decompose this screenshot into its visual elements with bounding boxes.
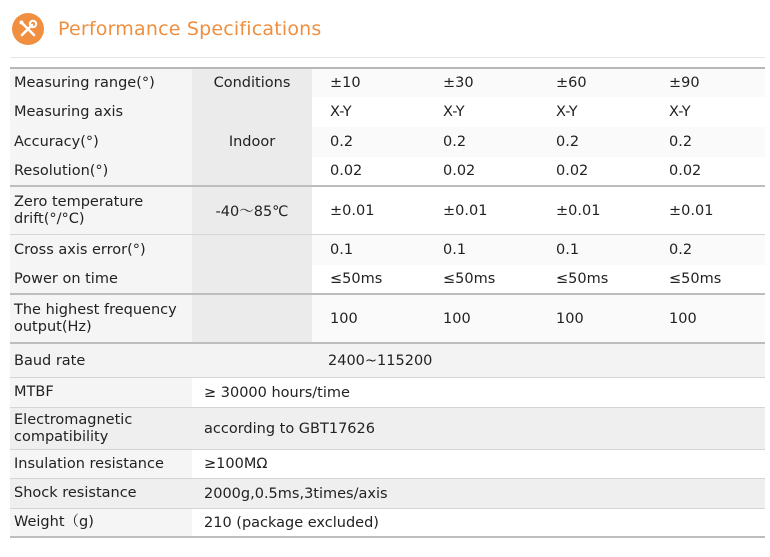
row-power-on (10, 265, 765, 295)
row-measuring-range (10, 67, 765, 97)
cross-axis-value: 0.2 (651, 235, 765, 265)
condition-cell (192, 97, 312, 127)
tools-icon (12, 13, 44, 45)
cross-axis-value: 0.1 (312, 235, 425, 265)
header-divider (10, 57, 765, 58)
accuracy-value: 0.2 (312, 127, 425, 157)
row-label: Shock resistance (10, 479, 192, 509)
range-value: ±10 (312, 67, 425, 97)
resolution-value: 0.02 (312, 157, 425, 187)
range-value: ±30 (425, 67, 538, 97)
condition-cell (192, 265, 312, 295)
row-label (10, 187, 192, 235)
label-line: drift(°/°C) (14, 210, 85, 227)
axis-value: X-Y (425, 97, 538, 127)
power-on-value: ≤50ms (312, 265, 425, 295)
row-emc (10, 408, 765, 450)
condition-cell: -40～85℃ (192, 187, 312, 235)
row-label (10, 408, 192, 450)
frequency-value: 100 (538, 295, 651, 344)
row-label: Measuring range(°) (10, 67, 192, 97)
resolution-value: 0.02 (425, 157, 538, 187)
condition-cell (192, 157, 312, 187)
label-line: output(Hz) (14, 318, 92, 335)
row-baud-rate (10, 344, 765, 378)
frequency-value: 100 (312, 295, 425, 344)
shock-value: 2000g,0.5ms,3times/axis (192, 479, 765, 509)
section-header (12, 12, 322, 46)
label-line: The highest frequency (14, 301, 177, 318)
condition-cell (192, 235, 312, 265)
weight-value: 210 (package excluded) (192, 509, 765, 538)
emc-value: according to GBT17626 (192, 408, 765, 450)
row-label: Accuracy(°) (10, 127, 192, 157)
insulation-value: ≥100MΩ (192, 450, 765, 479)
row-label: MTBF (10, 378, 192, 408)
drift-value: ±0.01 (538, 187, 651, 235)
accuracy-value: 0.2 (651, 127, 765, 157)
row-label: Weight（g) (10, 509, 192, 538)
conditions-header: Conditions (192, 67, 312, 97)
mtbf-value: ≥ 30000 hours/time (192, 378, 765, 408)
spec-table (10, 67, 765, 538)
row-accuracy (10, 127, 765, 157)
label-line: Zero temperature (14, 193, 144, 210)
drift-value: ±0.01 (651, 187, 765, 235)
axis-value: X-Y (651, 97, 765, 127)
row-mtbf (10, 378, 765, 408)
row-cross-axis (10, 235, 765, 265)
section-title: Performance Specifications (58, 18, 322, 40)
resolution-value: 0.02 (538, 157, 651, 187)
axis-value: X-Y (312, 97, 425, 127)
drift-value: ±0.01 (312, 187, 425, 235)
row-label: Power on time (10, 265, 192, 295)
frequency-value: 100 (425, 295, 538, 344)
drift-value: ±0.01 (425, 187, 538, 235)
condition-cell (192, 295, 312, 344)
condition-cell: Indoor (192, 127, 312, 157)
baud-rate-value: 2400~115200 (328, 352, 433, 369)
range-value: ±60 (538, 67, 651, 97)
axis-value: X-Y (538, 97, 651, 127)
row-resolution (10, 157, 765, 187)
row-insulation (10, 450, 765, 479)
cross-axis-value: 0.1 (425, 235, 538, 265)
label-line: Electromagnetic (14, 411, 133, 428)
frequency-value: 100 (651, 295, 765, 344)
row-shock (10, 479, 765, 509)
accuracy-value: 0.2 (425, 127, 538, 157)
accuracy-value: 0.2 (538, 127, 651, 157)
row-label: Resolution(°) (10, 157, 192, 187)
row-label: Cross axis error(°) (10, 235, 192, 265)
row-label: Measuring axis (10, 97, 192, 127)
row-weight (10, 509, 765, 538)
cross-axis-value: 0.1 (538, 235, 651, 265)
baud-rate-cell (10, 344, 765, 378)
label-line: compatibility (14, 428, 109, 445)
row-zero-drift (10, 187, 765, 235)
resolution-value: 0.02 (651, 157, 765, 187)
power-on-value: ≤50ms (425, 265, 538, 295)
range-value: ±90 (651, 67, 765, 97)
row-frequency (10, 295, 765, 344)
power-on-value: ≤50ms (538, 265, 651, 295)
row-label (10, 295, 192, 344)
row-label: Baud rate (14, 352, 86, 369)
row-label: Insulation resistance (10, 450, 192, 479)
power-on-value: ≤50ms (651, 265, 765, 295)
row-measuring-axis (10, 97, 765, 127)
